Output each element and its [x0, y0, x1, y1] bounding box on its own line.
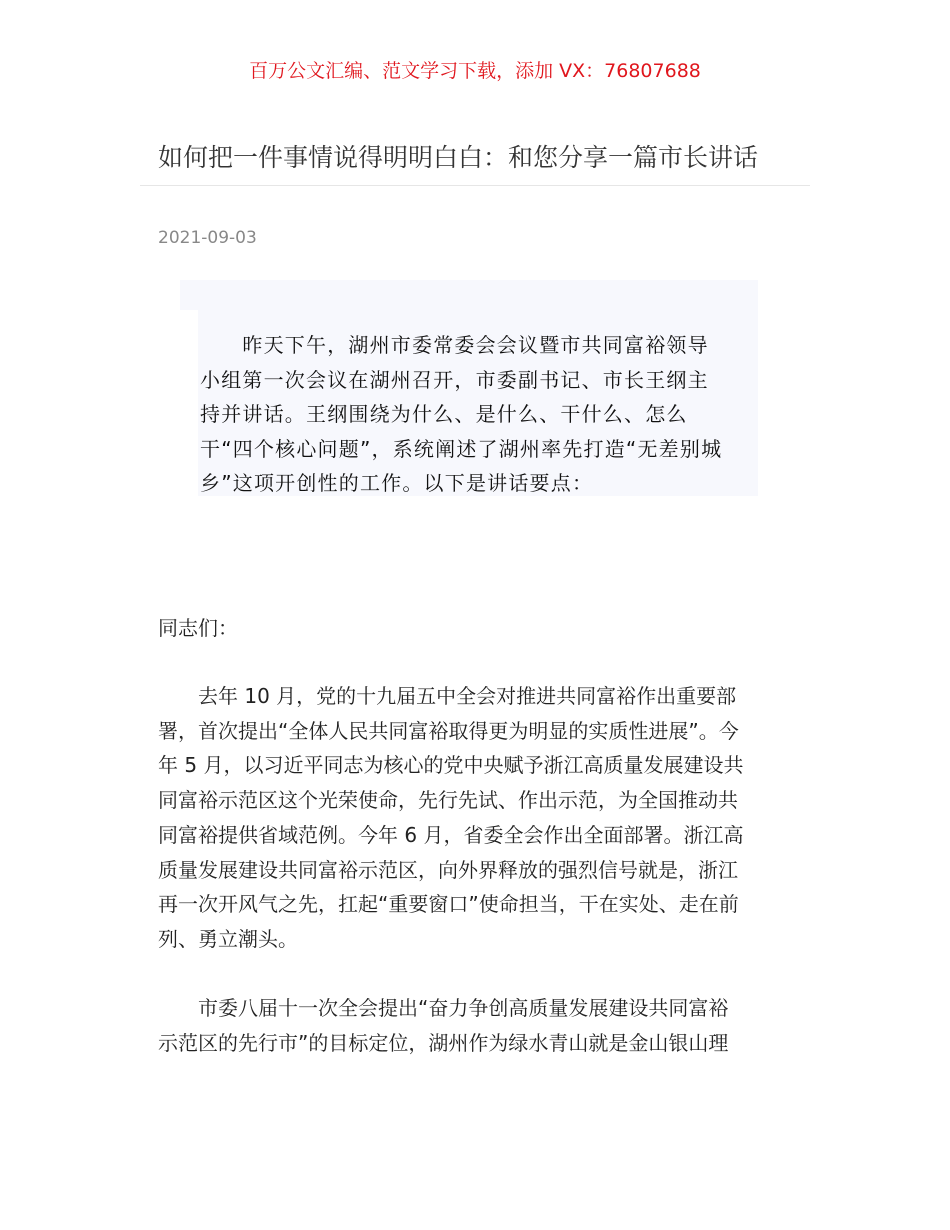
paragraph-line: 质量发展建设共同富裕示范区，向外界释放的强烈信号就是，浙江 — [158, 857, 738, 882]
paragraph-line: 示范区的先行市”的目标定位，湖州作为绿水青山就是金山银山理 — [158, 1030, 729, 1055]
paragraph-line: 署，首次提出“全体人民共同富裕取得更为明显的实质性进展”。今 — [158, 718, 739, 743]
title-divider — [140, 185, 810, 186]
paragraph-line: 同富裕示范区这个光荣使命，先行先试、作出示范，为全国推动共 — [158, 788, 738, 813]
intro-line: 持并讲话。王纲围绕为什么、是什么、干什么、怎么 — [200, 402, 688, 426]
paragraph-line: 去年 10 月，党的十九届五中全会对推进共同富裕作出重要部 — [158, 684, 737, 708]
intro-line: 小组第一次会议在湖州召开，市委副书记、市长王纲主 — [200, 367, 709, 392]
publish-date: 2021-09-03 — [158, 228, 257, 248]
paragraph-line: 年 5 月，以习近平同志为核心的党中央赋予浙江高质量发展建设共 — [158, 753, 744, 778]
paragraph-line: 列、勇立潮头。 — [158, 926, 298, 951]
paragraph-line: 市委八届十一次全会提出“奋力争创高质量发展建设共同富裕 — [158, 996, 729, 1020]
paragraph-1 — [158, 679, 798, 957]
greeting: 同志们： — [158, 616, 238, 640]
paragraph-line: 再一次开风气之先，扛起“重要窗口”使命担当，干在实处、走在前 — [158, 892, 739, 917]
paragraph-2 — [158, 991, 798, 1060]
intro-quote — [200, 328, 760, 501]
quote-box-top — [180, 280, 758, 310]
paragraph-line: 同富裕提供省域范例。今年 6 月，省委全会作出全面部署。浙江高 — [158, 822, 744, 847]
download-banner: 百万公文汇编、范文学习下载，添加 VX：76807688 — [249, 60, 701, 82]
intro-line: 昨天下午，湖州市委常委会会议暨市共同富裕领导 — [200, 333, 709, 357]
intro-line: 乡”这项开创性的工作。以下是讲话要点： — [200, 471, 594, 495]
intro-line: 干“四个核心问题”，系统阐述了湖州率先打造“无差别城 — [200, 436, 723, 461]
article-title: 如何把一件事情说得明明白白：和您分享一篇市长讲话 — [158, 143, 759, 172]
